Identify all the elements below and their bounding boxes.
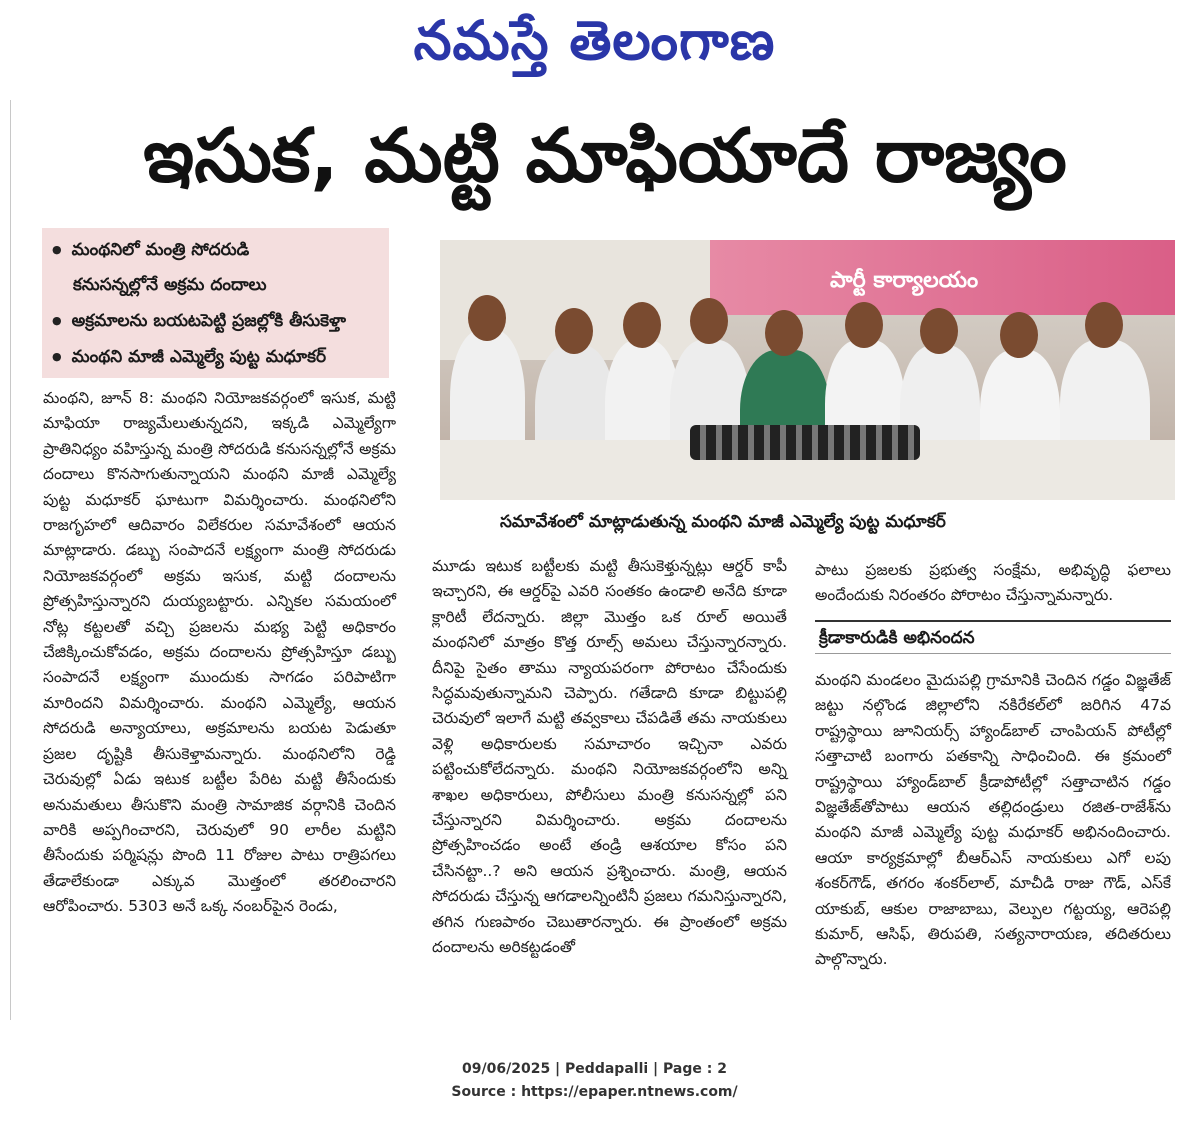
article-text: పాటు ప్రజలకు ప్రభుత్వ సంక్షేమ, అభివృద్ధి ఫలాలు అందేందుకు నిరంతరం పోరాటం చేస్తున్నామన్నారు. [815, 561, 1171, 605]
article-text: మంథని, జూన్ 8: మంథని నియోజకవర్గంలో ఇసుక, మట్టి మాఫియా రాజ్యమేలుతున్నదని, ఇక్కడి ఎమ్మెల్యేగా ప్రాతినిధ్యం వహిస్తున్న మంత్రి సోదరుడి కనుసన్నల్లోనే అక్రమ దందాలు కొనసాగుతున్నాయని మంథని మాజీ ఎమ్మెల్యే పుట్ట మధూకర్ ఘాటుగా విమర్శించారు. మంథనిలోని రాజగృహలో ఆదివారం విలేకరుల సమావేశంలో ఆయన మాట్లాడారు. డబ్బు సంపాదనే లక్ష్యంగా మంత్రి సోదరుడు నియోజకవర్గంలో అక్రమ ఇసుక, మట్టి దందాలను ప్రోత్సహిస్తున్నారని దుయ్యబట్టారు. ఎన్నికల సమయంలో నోట్ల కట్టలతో వచ్చి ప్రజలను మభ్య పెట్టి అధికారం చేజిక్కించుకోవడం, అక్రమ దందాలను ప్రోత్సహిస్తూ డబ్బు సంపాదనే లక్ష్యంగా ముందుకు సాగడం పరిపాటిగా మారిందని విమర్శించారు. మంథని ఎమ్మెల్యే, ఆయన సోదరుడి అన్యాయాలు, అక్రమాలను బయట పెడుతూ ప్రజల దృష్టికి తీసుకెళ్తామన్నారు. మంథనిలోని రెడ్డి చెరువుల్లో ఏడు ఇటుక బట్టీల పేరిట మట్టి తీసేందుకు అనుమతులు తీసుకొని మంత్రి సామాజిక వర్గానికి చెందిన వారికి అప్పగించారని, చెరువులో 90 లారీల మట్టిని తీసేందుకు పర్మిషన్లు పొంది 11 రోజుల పాటు రాత్రిపగలు తేడాలేకుండా ఎక్కువ మొత్తంలో తరలించారని ఆరోపించారు. 5303 అనే ఒక్క నంబర్‌పైన రెండు, [43, 389, 396, 916]
microphones [690, 425, 920, 460]
highlights-box [42, 228, 389, 378]
press-meet-photo [440, 240, 1175, 500]
highlight-item: ● అక్రమాలను బయటపెట్టి ప్రజల్లోకి తీసుకెళ్తా [52, 303, 389, 339]
section-subhead: క్రీడాకారుడికి అభినందన [815, 620, 1171, 654]
person-head [690, 298, 728, 344]
highlight-item: ● మంథనిలో మంత్రి సోదరుడి [52, 232, 389, 268]
person-head [845, 302, 883, 348]
article-column-2 [432, 554, 787, 961]
article-column-1 [43, 386, 396, 920]
person-head [468, 295, 506, 341]
person-head [920, 308, 958, 354]
article-column-3 [815, 558, 1171, 609]
article-headline: ఇసుక, మట్టి మాఫియాదే రాజ్యం [143, 113, 1067, 199]
article-column-3b [815, 668, 1171, 973]
footer-source: Source : https://epaper.ntnews.com/ [451, 1084, 738, 1100]
column-divider [10, 100, 11, 1020]
person-head [1000, 312, 1038, 358]
footer-date-edition: 09/06/2025 | Peddapalli | Page : 2 [462, 1061, 727, 1077]
person-head [555, 308, 593, 354]
newspaper-logo: నమస్తే తెలంగాణ [413, 9, 776, 72]
highlight-item: కనుసన్నల్లోనే అక్రమ దందాలు [73, 275, 267, 295]
page-footer [0, 1058, 1189, 1104]
masthead [0, 0, 1189, 85]
article-text: మంథని మండలం మైదుపల్లి గ్రామానికి చెందిన గడ్డం విజ్ఞతేజ్ జట్టు నల్గొండ జిల్లాలోని నకిరేకల్‌లో జరిగిన 47వ రాష్ట్రస్థాయి జూనియర్స్ హ్యాండ్‌బాల్ చాంపియన్ పోటీల్లో సత్తాచాటి బంగారు పతకాన్ని సాధించింది. ఈ క్రమంలో రాష్ట్రస్థాయి హ్యాండ్‌బాల్ క్రీడాపోటీల్లో సత్తాచాటిన గడ్డం విజ్ఞతేజ్‌తోపాటు ఆయన తల్లిదండ్రులు రజిత-రాజేశ్‌ను మంథని మాజీ ఎమ్మెల్యే పుట్ట మధూకర్ అభినందించారు. ఆయా కార్యక్రమాల్లో బీఆర్‌ఎస్ నాయకులు ఎగో లపు శంకర్‌గౌడ్, తగరం శంకర్‌లాల్, మాచీడి రాజు గౌడ్, ఎస్‌కే యాకుబ్, ఆకుల రాజాబాబు, వెల్పుల గట్టయ్య, ఆరెపల్లి కుమార్, ఆసిఫ్, తిరుపతి, సత్యనారాయణ, తదితరులు పాల్గొన్నారు. [815, 671, 1171, 969]
person-head [1085, 302, 1123, 348]
highlight-item: ● మంథని మాజీ ఎమ్మెల్యే పుట్ట మధూకర్ [52, 339, 389, 375]
person-head [765, 310, 803, 356]
banner-text: పార్టీ కార్యాలయం [830, 268, 979, 293]
person-head [623, 302, 661, 348]
article-text: మూడు ఇటుక బట్టీలకు మట్టి తీసుకెళ్తున్నట్లు ఆర్డర్ కాపీ ఇచ్చారని, ఈ ఆర్డర్‌పై ఎవరి సంతకం ఉండాలి అనేది కూడా క్లారిటీ లేదన్నారు. జిల్లా మొత్తం ఒక రూల్ అయితే మంథనిలో మాత్రం కొత్త రూల్స్ అమలు చేస్తున్నారన్నారు. దీనిపై సైతం తాము న్యాయపరంగా పోరాటం చేసేందుకు సిద్ధమవుతున్నామని చెప్పారు. గతేడాది కూడా బిట్టుపల్లి చెరువులో ఇలాగే మట్టి తవ్వకాలు చేపడితే తమ నాయకులు వెళ్లి అధికారులకు సమాచారం ఇచ్చినా ఎవరు పట్టించుకోలేదన్నారు. మంథని నియోజకవర్గంలోని అన్ని శాఖల అధికారులు, పోలీసులు మంత్రి కనుసన్నల్లో పని చేస్తున్నారని విమర్శించారు. అక్రమ దందాలను ప్రోత్సహించడం అంటే తండ్రి ఆశయాల కోసం పని చేసినట్టా..? అని ఆయన ప్రశ్నించారు. మంత్రి, ఆయన సోదరుడు చేస్తున్న ఆగడాలన్నింటినీ ప్రజలు గమనిస్తున్నారని, తగిన గుణపాఠం చెబుతారన్నారు. ఈ ప్రాంతంలో అక్రమ దందాలను అరికట్టడంతో [432, 557, 787, 957]
photo-caption: సమావేశంలో మాట్లాడుతున్న మంథని మాజీ ఎమ్మెల్యే పుట్ట మధూకర్ [500, 512, 946, 532]
